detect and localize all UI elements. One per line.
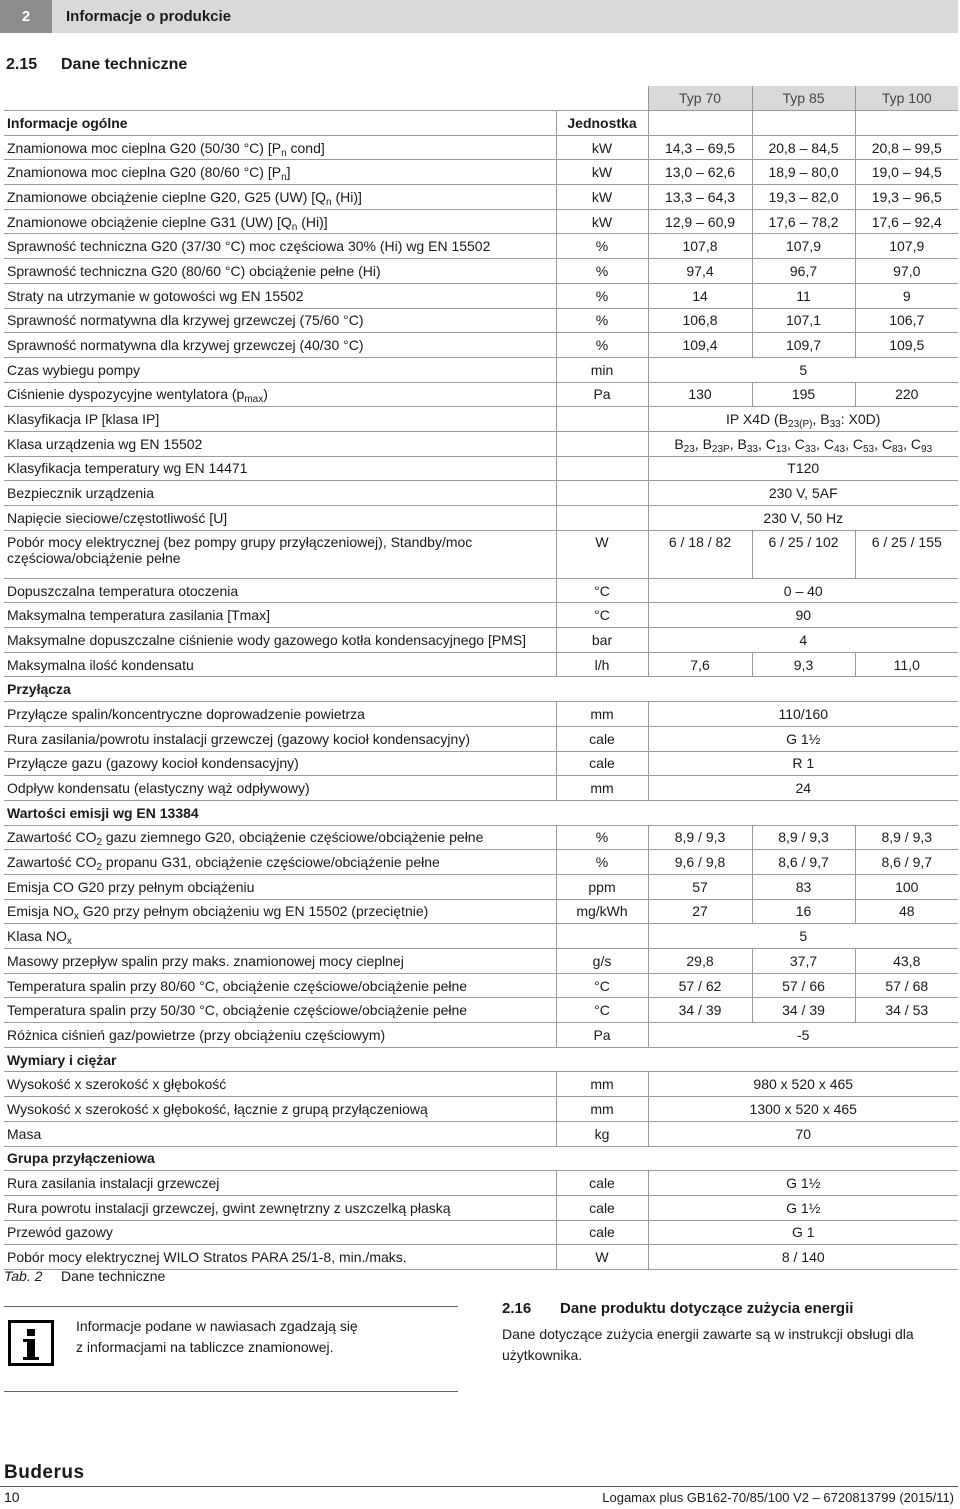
row-value: 19,0 – 94,5 <box>855 160 958 185</box>
row-value-merged: 8 / 140 <box>648 1245 958 1270</box>
label-subscript: x <box>66 936 72 948</box>
table-row <box>4 874 958 899</box>
row-unit: cale <box>556 726 648 751</box>
section-216-text: Dane dotyczące zużycia energii zawarte są w instrukcji obsługi dla użytkownika. <box>502 1326 914 1363</box>
row-unit: °C <box>556 973 648 998</box>
row-unit: bar <box>556 628 648 653</box>
row-value-merged: $B_{23}$, $B_{23P}$, $B_{33}$, $C_{13}$, $C_{33}$, $C_{43}$, $C_{53}$, $C_{83}$, $C_{93}$ <box>648 431 958 456</box>
row-label: Temperatura spalin przy 80/60 °C, obciążenie częściowe/obciążenie pełne <box>4 973 556 998</box>
row-value: 8,6 / 9,7 <box>855 850 958 875</box>
row-value-merged: R 1 <box>648 751 958 776</box>
group-heading: Wartości emisji wg EN 13384 <box>4 800 958 825</box>
row-value-merged: -5 <box>648 1023 958 1048</box>
row-value: 107,1 <box>752 308 855 333</box>
row-label: Wysokość x szerokość x głębokość <box>4 1072 556 1097</box>
row-value: 9 <box>855 283 958 308</box>
row-value: 107,8 <box>648 234 752 259</box>
row-value: 37,7 <box>752 949 855 974</box>
label-subscript: n <box>281 172 287 184</box>
chapter-title: Informacje o produkcie <box>66 8 232 25</box>
general-info-heading: Informacje ogólne <box>4 111 556 136</box>
table-row <box>4 1097 958 1122</box>
row-value: 100 <box>855 874 958 899</box>
row-unit <box>556 481 648 506</box>
row-label: Sprawność normatywna dla krzywej grzewczej (75/60 °C) <box>4 308 556 333</box>
row-value: 97,4 <box>648 259 752 284</box>
row-value: 19,3 – 82,0 <box>752 185 855 210</box>
row-unit: Pa <box>556 1023 648 1048</box>
label-subscript: max <box>244 394 264 406</box>
row-value: 9,3 <box>752 652 855 677</box>
row-label: Klasyfikacja IP [klasa IP] <box>4 407 556 432</box>
table-row <box>4 1220 958 1245</box>
row-value: 96,7 <box>752 259 855 284</box>
row-unit: mm <box>556 1097 648 1122</box>
row-value-merged: 24 <box>648 776 958 801</box>
row-value: 14,3 – 69,5 <box>648 135 752 160</box>
row-label: Bezpiecznik urządzenia <box>4 481 556 506</box>
row-unit: % <box>556 308 648 333</box>
row-value-merged: 5 <box>648 357 958 382</box>
table-row <box>4 333 958 358</box>
label-text: G20 przy pełnym obciążeniu wg EN 15502 (przeciętnie) <box>78 903 429 920</box>
label-text: gazu ziemnego G20, obciążenie częściowe/obciążenie pełne <box>102 829 484 846</box>
row-value-merged: G 1 <box>648 1220 958 1245</box>
row-value: 57 / 62 <box>648 973 752 998</box>
row-value-merged: 110/160 <box>648 702 958 727</box>
caption-text: Dane techniczne <box>61 1268 166 1284</box>
row-unit: °C <box>556 998 648 1023</box>
row-value-merged: G 1½ <box>648 1195 958 1220</box>
column-header: Typ 70 <box>648 86 752 111</box>
label-text: Znamionowe obciążenie cieplne G20, G25 (UW) [Q <box>7 188 327 205</box>
row-value: 57 / 68 <box>855 973 958 998</box>
row-label <box>4 899 556 924</box>
row-unit: kW <box>556 135 648 160</box>
row-value: 9,6 / 9,8 <box>648 850 752 875</box>
row-unit: l/h <box>556 652 648 677</box>
row-unit: kg <box>556 1121 648 1146</box>
label-text: Klasa NO <box>7 928 67 945</box>
table-row <box>4 899 958 924</box>
row-unit: % <box>556 333 648 358</box>
row-value: 8,6 / 9,7 <box>752 850 855 875</box>
row-unit: cale <box>556 1220 648 1245</box>
footer-divider <box>0 1486 958 1487</box>
table-row <box>4 1171 958 1196</box>
row-label: Masa <box>4 1121 556 1146</box>
table-row <box>4 776 958 801</box>
row-label: Wysokość x szerokość x głębokość, łącznie z grupą przyłączeniową <box>4 1097 556 1122</box>
group-heading: Grupa przyłączeniowa <box>4 1146 958 1171</box>
row-label <box>4 924 556 949</box>
row-unit: % <box>556 283 648 308</box>
row-value: 17,6 – 92,4 <box>855 209 958 234</box>
row-label: Maksymalna ilość kondensatu <box>4 652 556 677</box>
section-number: 2.15 <box>6 56 38 73</box>
row-label <box>4 160 556 185</box>
row-unit: W <box>556 530 648 578</box>
row-unit: W <box>556 1245 648 1270</box>
section-heading <box>6 56 187 74</box>
table-row <box>4 259 958 284</box>
label-text: Znamionowe obciążenie cieplne G31 (UW) [Q <box>7 213 292 230</box>
row-unit: g/s <box>556 949 648 974</box>
caption-label: Tab. 2 <box>4 1268 43 1284</box>
table-row <box>4 1195 958 1220</box>
row-value-merged: 1300 x 520 x 465 <box>648 1097 958 1122</box>
label-subscript: n <box>291 221 298 233</box>
row-label: Odpływ kondensatu (elastyczny wąż odpływowy) <box>4 776 556 801</box>
row-value: 6 / 25 / 155 <box>855 530 958 578</box>
row-label: Klasyfikacja temperatury wg EN 14471 <box>4 456 556 481</box>
row-label: Maksymalne dopuszczalne ciśnienie wody gazowego kotła kondensacyjnego [PMS] <box>4 628 556 653</box>
row-unit: cale <box>556 1171 648 1196</box>
table-row <box>4 578 958 603</box>
row-label <box>4 209 556 234</box>
row-unit: °C <box>556 603 648 628</box>
brand-logo: Buderus <box>4 1462 85 1483</box>
row-value: 20,8 – 99,5 <box>855 135 958 160</box>
table-row <box>4 357 958 382</box>
row-value: 195 <box>752 382 855 407</box>
page-number: 10 <box>4 1489 20 1505</box>
row-value: 12,9 – 60,9 <box>648 209 752 234</box>
row-value-merged: 0 – 40 <box>648 578 958 603</box>
row-unit <box>556 456 648 481</box>
row-label: Temperatura spalin przy 50/30 °C, obciążenie częściowe/obciążenie pełne <box>4 998 556 1023</box>
table-row <box>4 949 958 974</box>
empty-cell <box>855 111 958 136</box>
row-unit: mm <box>556 702 648 727</box>
table-row <box>4 185 958 210</box>
info-note <box>4 1306 458 1392</box>
technical-data-table <box>4 86 958 1270</box>
row-value: 8,9 / 9,3 <box>648 825 752 850</box>
row-unit <box>556 924 648 949</box>
section-216-number: 2.16 <box>502 1300 532 1317</box>
row-value-merged: 230 V, 5AF <box>648 481 958 506</box>
row-unit <box>556 407 648 432</box>
row-value: 17,6 – 78,2 <box>752 209 855 234</box>
label-text: Emisja NO <box>7 903 74 920</box>
table-row <box>4 825 958 850</box>
row-label: Emisja CO G20 przy pełnym obciążeniu <box>4 874 556 899</box>
table-row <box>4 530 958 578</box>
label-text: Zawartość CO <box>7 829 97 846</box>
row-value: 11,0 <box>855 652 958 677</box>
section-216-title: Dane produktu dotyczące zużycia energii <box>560 1300 854 1317</box>
row-unit: % <box>556 850 648 875</box>
row-unit: °C <box>556 578 648 603</box>
row-value-merged: 980 x 520 x 465 <box>648 1072 958 1097</box>
row-value-merged: G 1½ <box>648 1171 958 1196</box>
row-unit: Pa <box>556 382 648 407</box>
row-value: 13,3 – 64,3 <box>648 185 752 210</box>
row-unit: % <box>556 259 648 284</box>
table-row <box>4 407 958 432</box>
row-label: Pobór mocy elektrycznej (bez pompy grupy przyłączeniowej), Standby/moc częściowa/obciążenie pełne <box>4 530 556 578</box>
row-value: 107,9 <box>752 234 855 259</box>
row-value: 29,8 <box>648 949 752 974</box>
row-label: Przyłącze gazu (gazowy kocioł kondensacyjny) <box>4 751 556 776</box>
label-subscript: x <box>73 911 79 923</box>
technical-data-body <box>4 135 958 1269</box>
header-blank <box>556 86 648 111</box>
row-label: Sprawność normatywna dla krzywej grzewczej (40/30 °C) <box>4 333 556 358</box>
group-header-row <box>4 800 958 825</box>
row-unit: % <box>556 234 648 259</box>
table-row <box>4 751 958 776</box>
info-icon <box>8 1320 54 1366</box>
row-label: Klasa urządzenia wg EN 15502 <box>4 431 556 456</box>
row-value-merged: 5 <box>648 924 958 949</box>
row-label: Dopuszczalna temperatura otoczenia <box>4 578 556 603</box>
row-value: 107,9 <box>855 234 958 259</box>
row-unit <box>556 506 648 531</box>
table-row <box>4 652 958 677</box>
label-text: ] <box>286 164 291 181</box>
table-row <box>4 1023 958 1048</box>
row-value-merged: 70 <box>648 1121 958 1146</box>
row-value: 20,8 – 84,5 <box>752 135 855 160</box>
label-subscript: 2 <box>96 837 103 849</box>
table-row <box>4 628 958 653</box>
row-unit: mm <box>556 1072 648 1097</box>
label-text: Ciśnienie dyspozycyjne wentylatora (p <box>7 386 245 403</box>
label-text: Zawartość CO <box>7 854 97 871</box>
row-value: 8,9 / 9,3 <box>752 825 855 850</box>
row-value: 19,3 – 96,5 <box>855 185 958 210</box>
empty-cell <box>648 111 752 136</box>
table-row <box>4 1245 958 1270</box>
label-text: Znamionowa moc cieplna G20 (80/60 °C) [P <box>7 164 282 181</box>
table-row <box>4 973 958 998</box>
group-header-row <box>4 677 958 702</box>
row-label: Czas wybiegu pompy <box>4 357 556 382</box>
label-subscript: 2 <box>96 862 103 874</box>
empty-cell <box>752 111 855 136</box>
group-heading: Wymiary i ciężar <box>4 1047 958 1072</box>
row-label: Pobór mocy elektrycznej WILO Stratos PARA 25/1-8, min./maks. <box>4 1245 556 1270</box>
label-text: (Hi)] <box>331 188 362 205</box>
row-value-merged: 230 V, 50 Hz <box>648 506 958 531</box>
table-row <box>4 135 958 160</box>
row-unit: ppm <box>556 874 648 899</box>
row-unit: cale <box>556 1195 648 1220</box>
row-value: 34 / 39 <box>648 998 752 1023</box>
table-row <box>4 924 958 949</box>
table-row <box>4 702 958 727</box>
document-id: Logamax plus GB162-70/85/100 V2 – 6720813799 (2015/11) <box>602 1490 954 1505</box>
table-row <box>4 431 958 456</box>
row-value: 14 <box>648 283 752 308</box>
table-row <box>4 382 958 407</box>
label-subscript: n <box>281 147 287 159</box>
chapter-number: 2 <box>0 0 52 33</box>
row-value: 48 <box>855 899 958 924</box>
section-title: Dane techniczne <box>61 56 188 73</box>
table-row <box>4 603 958 628</box>
row-value: 109,7 <box>752 333 855 358</box>
row-value: 27 <box>648 899 752 924</box>
row-label <box>4 135 556 160</box>
row-label <box>4 185 556 210</box>
row-label: Straty na utrzymanie w gotowości wg EN 15502 <box>4 283 556 308</box>
row-unit: mg/kWh <box>556 899 648 924</box>
row-label <box>4 382 556 407</box>
column-header: Typ 85 <box>752 86 855 111</box>
table-row <box>4 1121 958 1146</box>
label-text: ) <box>263 386 268 403</box>
row-unit <box>556 431 648 456</box>
row-value-merged: IP X4D ($B_{23(P)}$, $B_{33}$: X0D) <box>648 407 958 432</box>
column-header: Typ 100 <box>855 86 958 111</box>
row-value: 34 / 53 <box>855 998 958 1023</box>
row-label: Masowy przepływ spalin przy maks. znamionowej mocy cieplnej <box>4 949 556 974</box>
unit-heading: Jednostka <box>556 111 648 136</box>
group-header-row <box>4 1146 958 1171</box>
row-label: Rura zasilania instalacji grzewczej <box>4 1171 556 1196</box>
table-row <box>4 283 958 308</box>
row-value: 109,5 <box>855 333 958 358</box>
row-value: 8,9 / 9,3 <box>855 825 958 850</box>
row-unit: % <box>556 825 648 850</box>
row-label: Napięcie sieciowe/częstotliwość [U] <box>4 506 556 531</box>
table-row <box>4 160 958 185</box>
row-value: 106,7 <box>855 308 958 333</box>
row-value: 7,6 <box>648 652 752 677</box>
section-216-heading <box>502 1300 853 1317</box>
row-value: 13,0 – 62,6 <box>648 160 752 185</box>
table-row <box>4 481 958 506</box>
row-value: 16 <box>752 899 855 924</box>
row-value: 18,9 – 80,0 <box>752 160 855 185</box>
row-value-merged: 4 <box>648 628 958 653</box>
row-value: 106,8 <box>648 308 752 333</box>
row-label: Maksymalna temperatura zasilania [Tmax] <box>4 603 556 628</box>
table-row <box>4 209 958 234</box>
table-row <box>4 726 958 751</box>
table-row <box>4 998 958 1023</box>
row-value: 6 / 25 / 102 <box>752 530 855 578</box>
label-text: Znamionowa moc cieplna G20 (50/30 °C) [P <box>7 139 282 156</box>
row-label: Różnica ciśnień gaz/powietrze (przy obciążeniu częściowym) <box>4 1023 556 1048</box>
row-label <box>4 850 556 875</box>
table-row <box>4 1072 958 1097</box>
info-note-line: z informacjami na tabliczce znamionowej. <box>76 1339 334 1355</box>
group-header-row <box>4 1047 958 1072</box>
table-row <box>4 234 958 259</box>
row-value: 34 / 39 <box>752 998 855 1023</box>
table-row <box>4 850 958 875</box>
row-unit: min <box>556 357 648 382</box>
row-value: 109,4 <box>648 333 752 358</box>
label-text: propanu G31, obciążenie częściowe/obciążenie pełne <box>102 854 440 871</box>
row-value: 220 <box>855 382 958 407</box>
row-label: Przyłącze spalin/koncentryczne doprowadzenie powietrza <box>4 702 556 727</box>
row-label: Rura zasilania/powrotu instalacji grzewczej (gazowy kocioł kondensacyjny) <box>4 726 556 751</box>
label-subscript: n <box>326 196 332 208</box>
label-text: cond] <box>286 139 325 156</box>
table-caption <box>4 1268 165 1284</box>
header-blank <box>4 86 556 111</box>
row-unit: kW <box>556 185 648 210</box>
row-unit: kW <box>556 160 648 185</box>
table-row <box>4 308 958 333</box>
row-unit: kW <box>556 209 648 234</box>
row-label <box>4 825 556 850</box>
row-value: 6 / 18 / 82 <box>648 530 752 578</box>
row-value: 130 <box>648 382 752 407</box>
general-header-row <box>4 111 958 136</box>
row-value-merged: G 1½ <box>648 726 958 751</box>
row-value: 97,0 <box>855 259 958 284</box>
table-row <box>4 456 958 481</box>
row-value: 57 <box>648 874 752 899</box>
chapter-header <box>0 0 958 33</box>
row-label: Sprawność techniczna G20 (80/60 °C) obciążenie pełne (Hi) <box>4 259 556 284</box>
row-value: 57 / 66 <box>752 973 855 998</box>
row-label: Sprawność techniczna G20 (37/30 °C) moc częściowa 30% (Hi) wg EN 15502 <box>4 234 556 259</box>
row-value: 11 <box>752 283 855 308</box>
row-value: 83 <box>752 874 855 899</box>
row-label: Rura powrotu instalacji grzewczej, gwint zewnętrzny z uszczelką płaską <box>4 1195 556 1220</box>
row-unit: mm <box>556 776 648 801</box>
row-unit: cale <box>556 751 648 776</box>
label-text: (Hi)] <box>297 213 328 230</box>
row-value-merged: T120 <box>648 456 958 481</box>
row-value: 43,8 <box>855 949 958 974</box>
table-row <box>4 506 958 531</box>
row-value-merged: 90 <box>648 603 958 628</box>
type-header-row <box>4 86 958 111</box>
group-heading: Przyłącza <box>4 677 958 702</box>
info-note-text <box>76 1316 446 1358</box>
info-note-line: Informacje podane w nawiasach zgadzają się <box>76 1318 358 1334</box>
row-label: Przewód gazowy <box>4 1220 556 1245</box>
